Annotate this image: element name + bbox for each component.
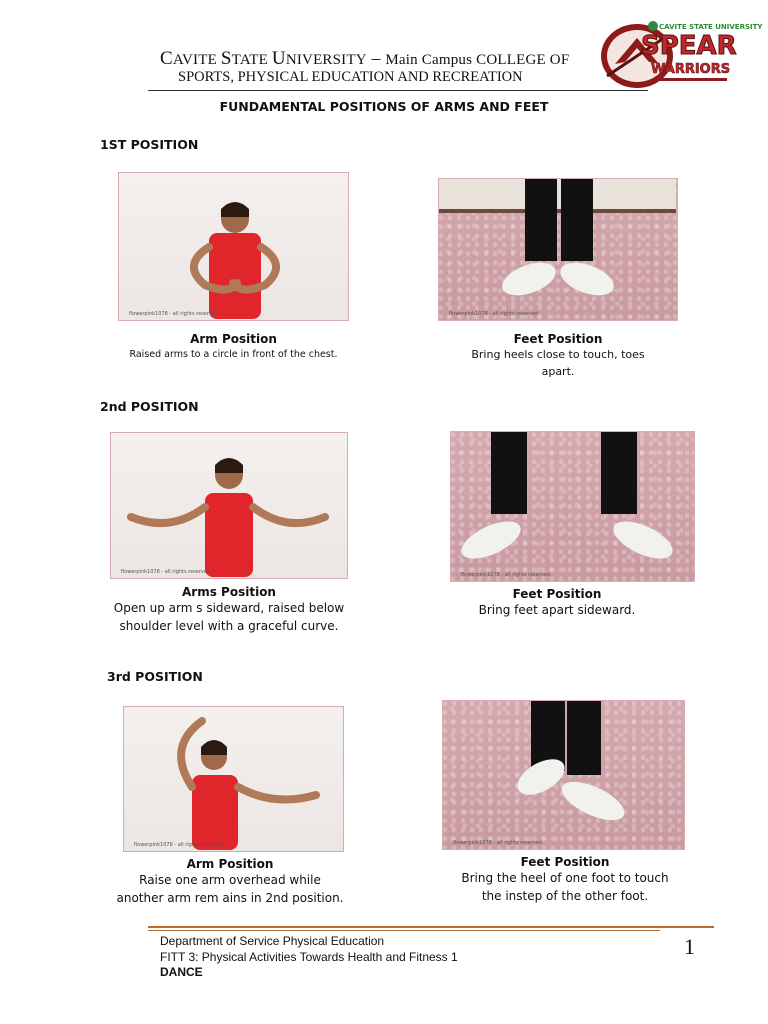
- caption-arm-1st: [118, 332, 349, 363]
- logo-main-text: SPEAR: [641, 31, 737, 61]
- caption-title: Feet Position: [512, 587, 602, 601]
- photo-arm-3rd-position: [123, 706, 344, 852]
- photo-arm-1st-position: [118, 172, 349, 321]
- spear-warriors-logo: [597, 18, 763, 90]
- photo-watermark: flowerpink1078 - all rights reserved: [129, 311, 219, 317]
- document-title: FUNDAMENTAL POSITIONS OF ARMS AND FEET: [219, 99, 549, 114]
- section-heading-1st: 1ST POSITION: [100, 137, 199, 152]
- photo-watermark: flowerpink1078 - all rights reserved: [449, 311, 539, 317]
- caption-desc: Raise one arm overhead while: [139, 873, 321, 887]
- logo-sub-text: WARRIORS: [651, 62, 731, 77]
- caption-title: Feet Position: [520, 855, 610, 869]
- caption-arm-3rd: [110, 857, 350, 907]
- photo-watermark: flowerpink1078 - all rights reserved: [121, 569, 211, 575]
- logo-top-text: CAVITE STATE UNIVERSITY: [659, 23, 763, 31]
- caption-title: Arm Position: [186, 857, 274, 871]
- caption-feet-2nd: [450, 587, 664, 619]
- caption-desc: Raised arms to a circle in front of the chest.: [129, 349, 338, 360]
- caption-title: Feet Position: [513, 332, 603, 346]
- photo-feet-1st-position: [438, 178, 678, 321]
- footer-topic: DANCE: [160, 965, 203, 979]
- caption-desc: another arm rem ains in 2nd position.: [116, 891, 344, 905]
- footer-rule: [148, 930, 660, 931]
- caption-desc: the instep of the other foot.: [481, 889, 649, 903]
- university-header-line-2: SPORTS, PHYSICAL EDUCATION AND RECREATION: [178, 69, 523, 85]
- caption-title: Arm Position: [190, 332, 277, 346]
- caption-desc: apart.: [541, 365, 575, 378]
- caption-desc: Bring the heel of one foot to touch: [461, 871, 669, 885]
- caption-title: Arms Position: [182, 585, 276, 599]
- photo-watermark: flowerpink1078 - all rights reserved: [453, 840, 543, 846]
- university-header-line-1: CAVITE STATE UNIVERSITY – Main Campus COLLEGE OF: [160, 48, 570, 69]
- section-heading-3rd: 3rd POSITION: [107, 669, 203, 684]
- caption-desc: Bring heels close to touch, toes: [471, 348, 645, 361]
- caption-desc: Open up arm s sideward, raised below: [113, 601, 345, 615]
- footer-course: FITT 3: Physical Activities Towards Health and Fitness 1: [160, 950, 458, 964]
- photo-feet-3rd-position: [442, 700, 685, 850]
- photo-watermark: flowerpink1078 - all rights reserved: [461, 572, 551, 578]
- photo-arm-2nd-position: [110, 432, 348, 579]
- photo-watermark: flowerpink1078 - all rights reserved: [134, 842, 224, 848]
- footer-rule: [148, 926, 714, 928]
- section-heading-2nd: 2nd POSITION: [100, 399, 199, 414]
- footer-department: Department of Service Physical Education: [160, 934, 385, 948]
- caption-desc: shoulder level with a graceful curve.: [119, 619, 339, 633]
- caption-desc: Bring feet apart sideward.: [478, 603, 636, 617]
- caption-feet-1st: [438, 332, 678, 380]
- header-rule: [148, 90, 648, 91]
- page-number: 1: [684, 934, 695, 959]
- caption-arm-2nd: [100, 585, 358, 635]
- caption-feet-3rd: [446, 855, 684, 905]
- photo-feet-2nd-position: [450, 431, 695, 582]
